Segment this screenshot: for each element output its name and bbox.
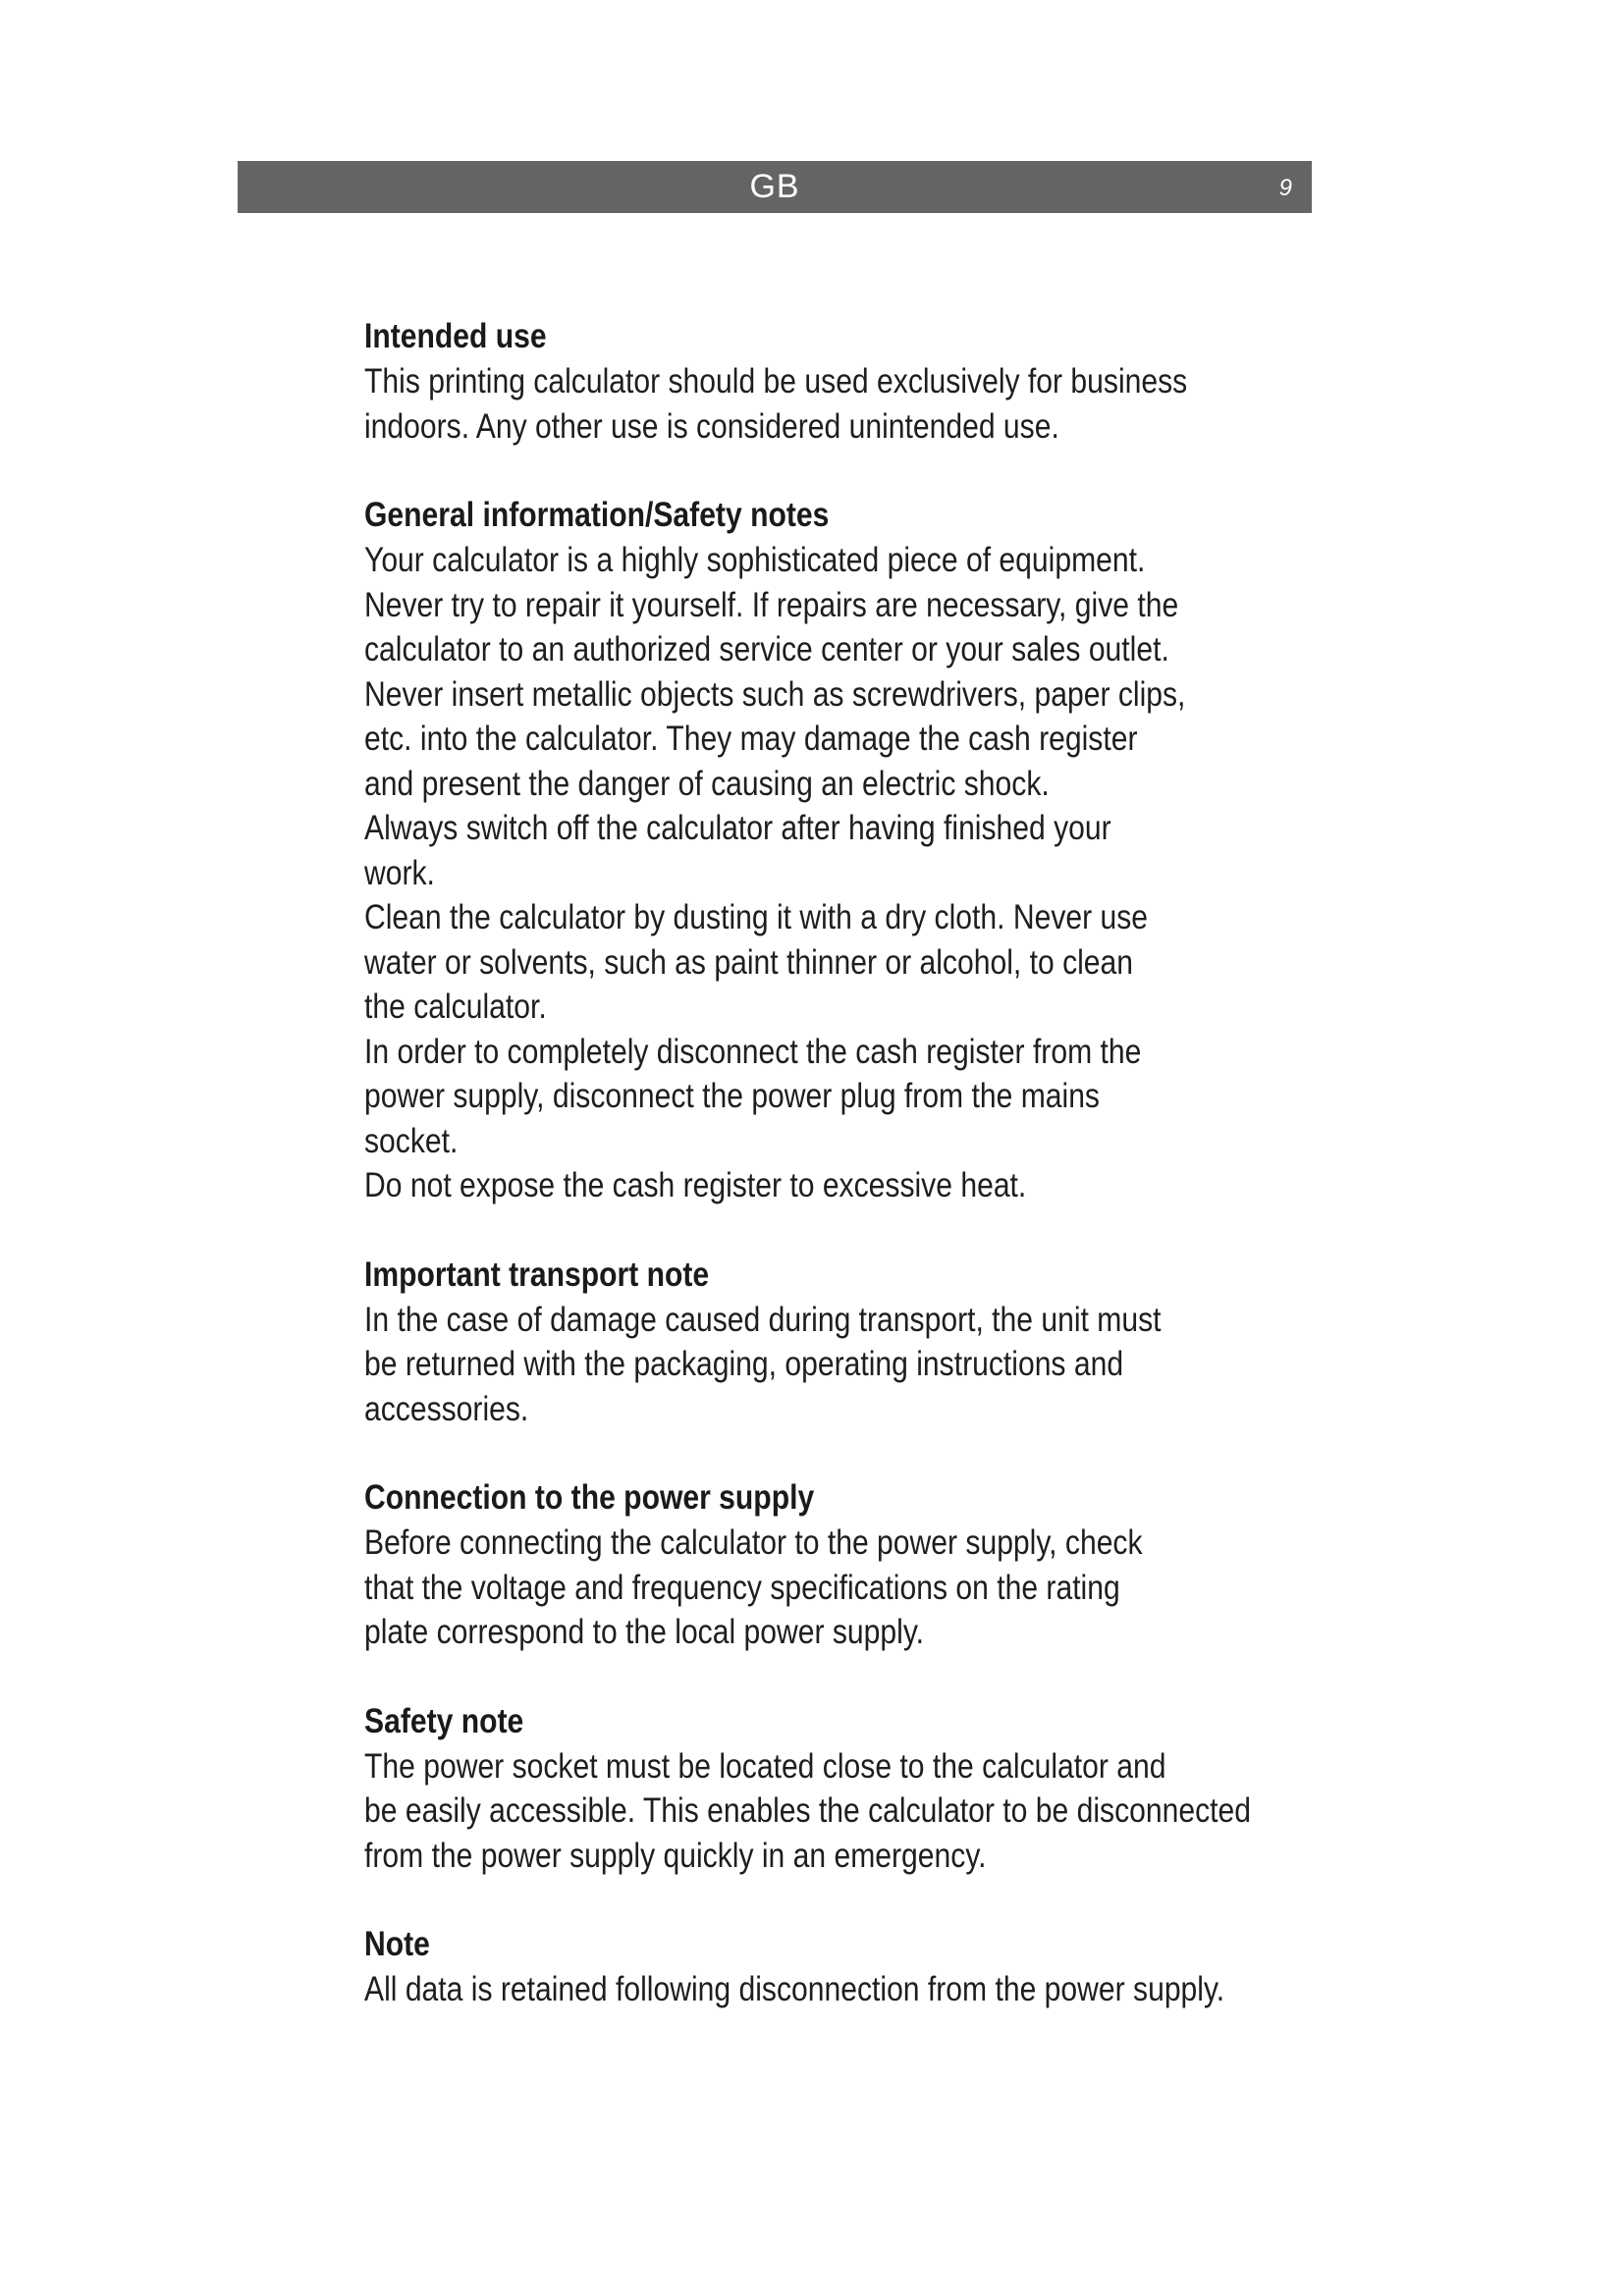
paragraph-line: be returned with the packaging, operating instructions and [364,1345,1124,1383]
section [364,493,1307,1208]
section-heading: General information/Safety notes [364,496,830,534]
paragraph-line: power supply, disconnect the power plug from the mains [364,1077,1100,1115]
page-header-bar [238,161,1312,213]
paragraph-line: that the voltage and frequency specifications on the rating [364,1568,1120,1607]
paragraph-line: Your calculator is a highly sophisticated piece of equipment. [364,541,1146,579]
paragraph-line: the calculator. [364,988,547,1026]
section-heading: Intended use [364,317,547,355]
paragraph-line: Always switch off the calculator after having finished your [364,809,1111,847]
paragraph-line: indoors. Any other use is considered unintended use. [364,406,1059,446]
section-heading: Connection to the power supply [364,1478,815,1517]
paragraph-line: In the case of damage caused during transport, the unit must [364,1300,1162,1339]
section-heading: Safety note [364,1701,524,1740]
section [364,1253,1307,1432]
paragraph-line: In order to completely disconnect the cash register from the [364,1032,1142,1071]
paragraph-line: Never try to repair it yourself. If repairs are necessary, give the [364,585,1179,624]
section [364,1699,1307,1879]
paragraph-line: Do not expose the cash register to excessive heat. [364,1166,1027,1204]
paragraph-line: The power socket must be located close to the calculator and [364,1746,1166,1786]
paragraph-line: Before connecting the calculator to the power supply, check [364,1523,1143,1562]
paragraph-line: Never insert metallic objects such as screwdrivers, paper clips, [364,674,1186,714]
paragraph-line: This printing calculator should be used exclusively for business [364,362,1188,400]
paragraph-line: socket. [364,1121,459,1160]
section [364,1475,1307,1655]
section [364,314,1307,449]
language-label: GB [749,168,800,205]
section-heading: Note [364,1925,430,1963]
section-heading: Important transport note [364,1255,710,1294]
paragraph-line: plate correspond to the local power supply. [364,1613,925,1651]
paragraph-line: work. [364,853,435,892]
paragraph-line: accessories. [364,1389,529,1428]
paragraph-line: All data is retained following disconnection from the power supply. [364,1970,1225,2008]
paragraph-line: from the power supply quickly in an emergency. [364,1836,987,1875]
paragraph-line: and present the danger of causing an electric shock. [364,764,1050,803]
paragraph-line: calculator to an authorized service center or your sales outlet. [364,630,1169,668]
document-body [364,314,1307,2056]
paragraph-line: water or solvents, such as paint thinner or alcohol, to clean [364,942,1134,982]
paragraph-line: etc. into the calculator. They may damage the cash register [364,720,1138,758]
paragraph-line: Clean the calculator by dusting it with a dry cloth. Never use [364,898,1149,936]
paragraph-line: be easily accessible. This enables the calculator to be disconnected [364,1791,1251,1830]
section [364,1922,1307,2012]
page-number: 9 [1278,175,1292,201]
